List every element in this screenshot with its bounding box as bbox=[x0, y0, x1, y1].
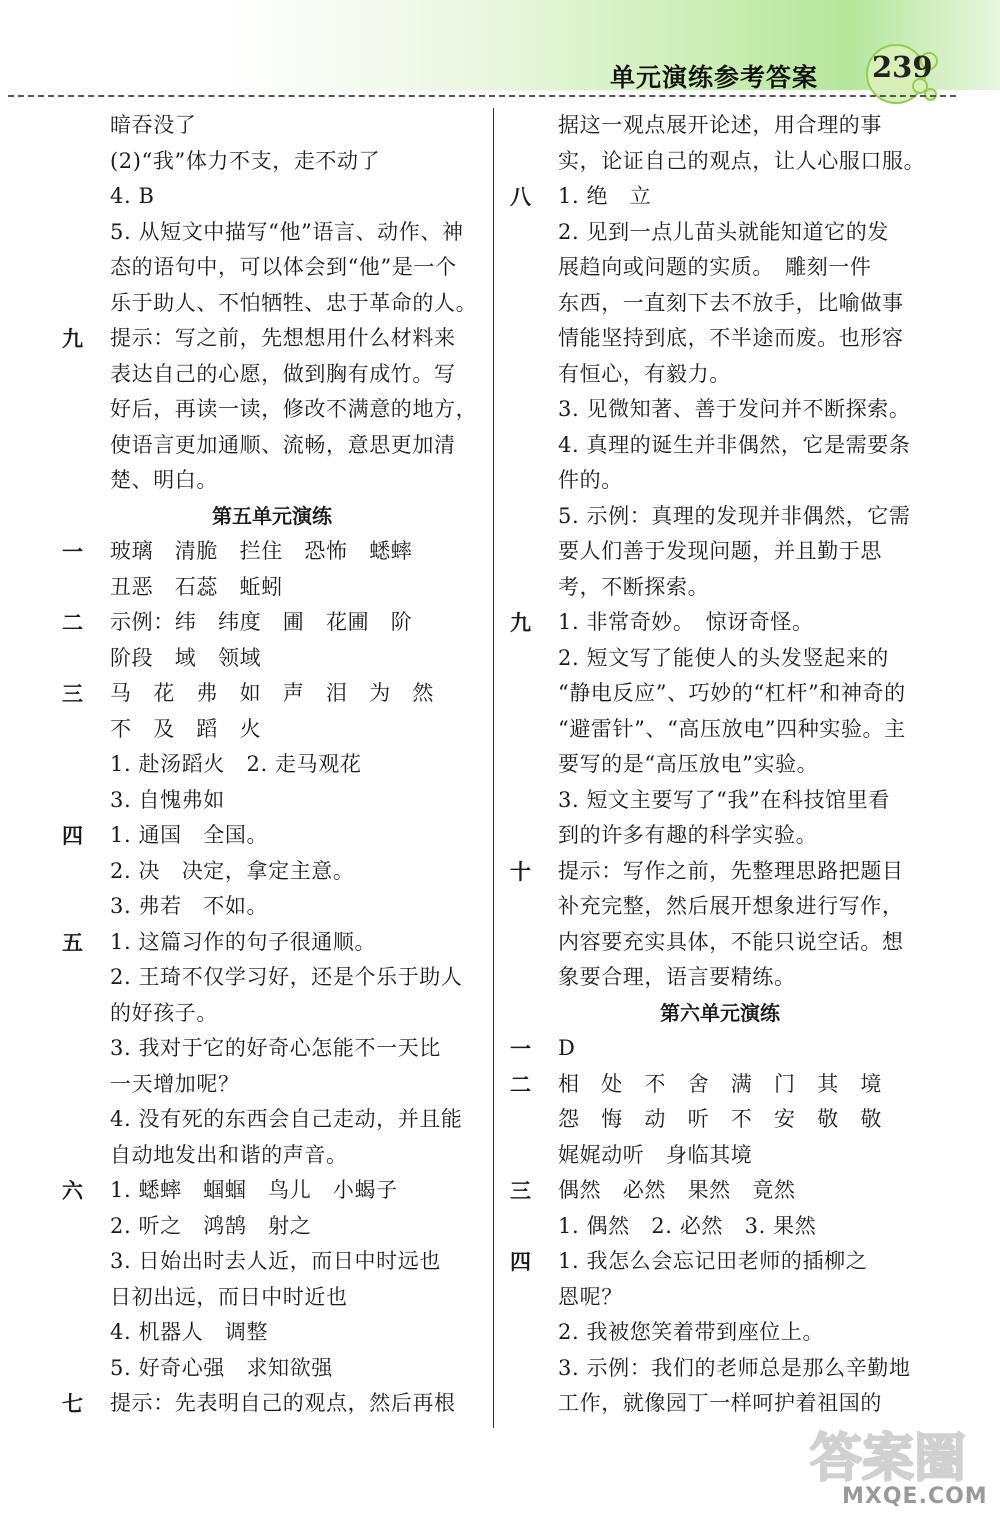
answer-line: 3. 自愧弗如 bbox=[110, 787, 225, 812]
answer-line: 1. 绝 立 bbox=[558, 184, 652, 208]
answer-line: 3. 示例：我们的老师总是那么辛勤地 bbox=[558, 1355, 911, 1380]
question-number: 五 bbox=[62, 929, 83, 955]
answer-block bbox=[62, 925, 482, 1174]
answer-line: 据这一观点展开论述，用合理的事 bbox=[558, 113, 882, 137]
answer-text bbox=[110, 818, 482, 925]
right-column bbox=[510, 108, 930, 1422]
answer-text bbox=[558, 1173, 930, 1244]
left-column bbox=[62, 108, 482, 1422]
answer-text bbox=[558, 854, 930, 996]
question-number: 七 bbox=[62, 1391, 83, 1416]
answer-line: 3. 见微知著、善于发问并不断探索。 bbox=[558, 397, 911, 421]
answer-line: 怨 悔 动 听 不 安 敬 敬 bbox=[558, 1107, 882, 1131]
watermark-url: MXQE.COM bbox=[842, 1484, 988, 1509]
answer-block bbox=[510, 1173, 930, 1244]
answer-line: 提示：先表明自己的观点，然后再根 bbox=[110, 1391, 456, 1415]
question-number: 九 bbox=[62, 326, 83, 351]
page-number: 239 bbox=[872, 50, 933, 84]
question-number: 四 bbox=[510, 1249, 531, 1274]
answer-line: 偶然 必然 果然 竟然 bbox=[558, 1178, 796, 1202]
answer-text bbox=[110, 925, 482, 1174]
answer-line: 4. 真理的诞生并非偶然，它是需要条 bbox=[558, 432, 911, 457]
answer-line: 乐于助人、不怕牺牲、忠于革命的人。 bbox=[110, 290, 478, 315]
answer-line: 展趋向或问题的实质。 雕刻一件 bbox=[558, 255, 872, 279]
answer-line: 娓娓动听 身临其境 bbox=[558, 1142, 753, 1167]
section-heading: 第五单元演练 bbox=[212, 503, 332, 528]
question-number: 二 bbox=[62, 610, 83, 635]
answer-line: 考，不断探索。 bbox=[558, 574, 710, 599]
answer-line: 1. 我怎么会忘记田老师的插柳之 bbox=[558, 1249, 868, 1273]
answer-line: 2. 短文写了能使人的头发竖起来的 bbox=[558, 645, 889, 670]
answer-block bbox=[62, 1386, 482, 1422]
answer-line: 提示：写之前，先想想用什么材料来 bbox=[110, 326, 456, 350]
answer-block bbox=[510, 1031, 930, 1067]
answer-line: 情能坚持到底，不半途而废。也形容 bbox=[558, 326, 904, 350]
watermark-text: 答案圈 bbox=[810, 1429, 967, 1489]
answer-line: 实，论证自己的观点，让人心服口服。 bbox=[558, 148, 926, 173]
answer-line: 1. 偶然 2. 必然 3. 果然 bbox=[558, 1213, 817, 1238]
answer-line: 到的许多有趣的科学实验。 bbox=[558, 823, 818, 847]
answer-line: 1. 赴汤蹈火 2. 走马观花 bbox=[110, 752, 362, 776]
answer-line: 要人们善于发现问题，并且勤于思 bbox=[558, 539, 882, 563]
answer-line: 4. 机器人 调整 bbox=[110, 1320, 269, 1344]
answer-line: 3. 弗若 不如。 bbox=[110, 894, 269, 918]
answer-line: 有恒心，有毅力。 bbox=[558, 361, 731, 386]
answer-line: 件的。 bbox=[558, 468, 623, 492]
column-divider bbox=[493, 108, 494, 1428]
answer-text bbox=[110, 676, 482, 818]
answer-text bbox=[110, 1386, 482, 1422]
answer-line: 相 处 不 舍 满 门 其 境 bbox=[558, 1071, 882, 1096]
answer-line: 阶段 域 领域 bbox=[110, 645, 262, 670]
answer-block bbox=[62, 534, 482, 605]
answer-line: 玻璃 清脆 拦住 恐怖 蟋蟀 bbox=[110, 539, 413, 563]
answer-block bbox=[510, 1067, 930, 1174]
answer-line: 示例：纬 纬度 圃 花圃 阶 bbox=[110, 610, 413, 634]
answer-text bbox=[110, 534, 482, 605]
answer-block bbox=[510, 605, 930, 854]
answer-line: 内容要充实具体，不能只说空话。想 bbox=[558, 929, 904, 954]
answer-line: 暗吞没了 bbox=[110, 113, 197, 137]
answer-line: 5. 示例：真理的发现并非偶然，它需 bbox=[558, 503, 911, 528]
answer-line: (2)“我”体力不支，走不动了 bbox=[110, 148, 381, 173]
answer-line: 2. 见到一点儿苗头就能知道它的发 bbox=[558, 219, 889, 244]
answer-text bbox=[558, 605, 930, 854]
answer-text bbox=[558, 108, 930, 179]
answer-block bbox=[62, 321, 482, 499]
answer-line: 2. 听之 鸿鹄 射之 bbox=[110, 1213, 312, 1238]
answer-block bbox=[62, 1173, 482, 1386]
answer-line: 态的语句中，可以体会到“他”是一个 bbox=[110, 255, 457, 279]
question-number: 六 bbox=[62, 1178, 83, 1203]
answer-line: 恩呢？ bbox=[558, 1284, 623, 1309]
answer-line: 楚、明白。 bbox=[110, 468, 218, 492]
answer-block bbox=[62, 676, 482, 818]
question-number: 八 bbox=[510, 184, 531, 209]
answer-line: 3. 我对于它的好奇心怎能不一天比 bbox=[110, 1036, 441, 1060]
question-number: 四 bbox=[62, 823, 83, 848]
answer-line: 1. 通国 全国。 bbox=[110, 823, 269, 847]
answer-line: 要写的是“高压放电”实验。 bbox=[558, 752, 819, 776]
answer-text bbox=[558, 1031, 930, 1067]
answer-line: D bbox=[558, 1036, 576, 1060]
answer-block bbox=[62, 605, 482, 676]
question-number: 三 bbox=[62, 681, 83, 706]
answer-line: 4. B bbox=[110, 184, 155, 208]
answer-block bbox=[510, 179, 930, 605]
answer-block bbox=[510, 1244, 930, 1422]
answer-line: 一天增加呢？ bbox=[110, 1071, 240, 1096]
answer-line: 象要合理，语言要精练。 bbox=[558, 965, 796, 989]
answer-text bbox=[558, 1067, 930, 1174]
answer-line: 不 及 蹈 火 bbox=[110, 716, 262, 741]
answer-block bbox=[62, 818, 482, 925]
answer-line: 2. 王琦不仅学习好，还是个乐于助人 bbox=[110, 965, 463, 989]
answer-text bbox=[110, 108, 482, 321]
answer-line: 马 花 弗 如 声 泪 为 然 bbox=[110, 681, 434, 705]
answer-line: 5. 好奇心强 求知欲强 bbox=[110, 1355, 333, 1380]
answer-line: “静电反应”、巧妙的“杠杆”和神奇的 bbox=[558, 681, 906, 705]
answer-line: 补充完整，然后展开想象进行写作， bbox=[558, 894, 904, 918]
answer-line: 1. 这篇习作的句子很通顺。 bbox=[110, 929, 377, 954]
answer-line: 自动地发出和谐的声音。 bbox=[110, 1142, 348, 1167]
answer-line: 日初出远，而日中时近也 bbox=[110, 1284, 348, 1309]
answer-line: 工作，就像园丁一样呵护着祖国的 bbox=[558, 1391, 882, 1415]
answer-line: 提示：写作之前，先整理思路把题目 bbox=[558, 858, 904, 883]
answer-line: 丑恶 石蕊 蚯蚓 bbox=[110, 574, 283, 599]
answer-line: 的好孩子。 bbox=[110, 1000, 218, 1025]
answer-line: 3. 日始出时去人近，而日中时远也 bbox=[110, 1249, 441, 1273]
section-heading: 第六单元演练 bbox=[660, 1000, 780, 1025]
answer-line: 表达自己的心愿，做到胸有成竹。写 bbox=[110, 361, 456, 386]
answer-line: 1. 非常奇妙。 惊讶奇怪。 bbox=[558, 610, 814, 634]
answer-block bbox=[62, 108, 482, 321]
answer-text bbox=[558, 1244, 930, 1422]
answer-line: 3. 短文主要写了“我”在科技馆里看 bbox=[558, 787, 890, 812]
answer-block bbox=[510, 854, 930, 996]
answer-line: 好后，再读一读，修改不满意的地方， bbox=[110, 397, 478, 421]
header-divider bbox=[8, 95, 956, 97]
answer-line: 东西，一直刻下去不放手，比喻做事 bbox=[558, 290, 904, 315]
header-band bbox=[0, 0, 1000, 90]
answer-line: 使语言更加通顺、流畅，意思更加清 bbox=[110, 432, 456, 457]
answer-line: 1. 蟋蟀 蝈蝈 鸟儿 小蝎子 bbox=[110, 1178, 398, 1202]
answer-line: 2. 我被您笑着带到座位上。 bbox=[558, 1320, 825, 1344]
answer-text bbox=[558, 179, 930, 605]
question-number: 九 bbox=[510, 610, 531, 635]
answer-line: 5. 从短文中描写“他”语言、动作、神 bbox=[110, 219, 464, 244]
question-number: 一 bbox=[510, 1036, 531, 1061]
question-number: 二 bbox=[510, 1071, 531, 1097]
question-number: 三 bbox=[510, 1178, 531, 1203]
answer-text bbox=[110, 1173, 482, 1386]
answer-line: 4. 没有死的东西会自己走动，并且能 bbox=[110, 1107, 463, 1131]
answer-line: 2. 决 决定，拿定主意。 bbox=[110, 858, 355, 883]
answer-line: “避雷针”、“高压放电”四种实验。主 bbox=[558, 716, 906, 741]
page-header-title: 单元演练参考答案 bbox=[610, 63, 819, 92]
answer-text bbox=[110, 605, 482, 676]
answer-text bbox=[110, 321, 482, 499]
answer-block bbox=[510, 108, 930, 179]
question-number: 一 bbox=[62, 539, 83, 564]
question-number: 十 bbox=[510, 858, 531, 884]
